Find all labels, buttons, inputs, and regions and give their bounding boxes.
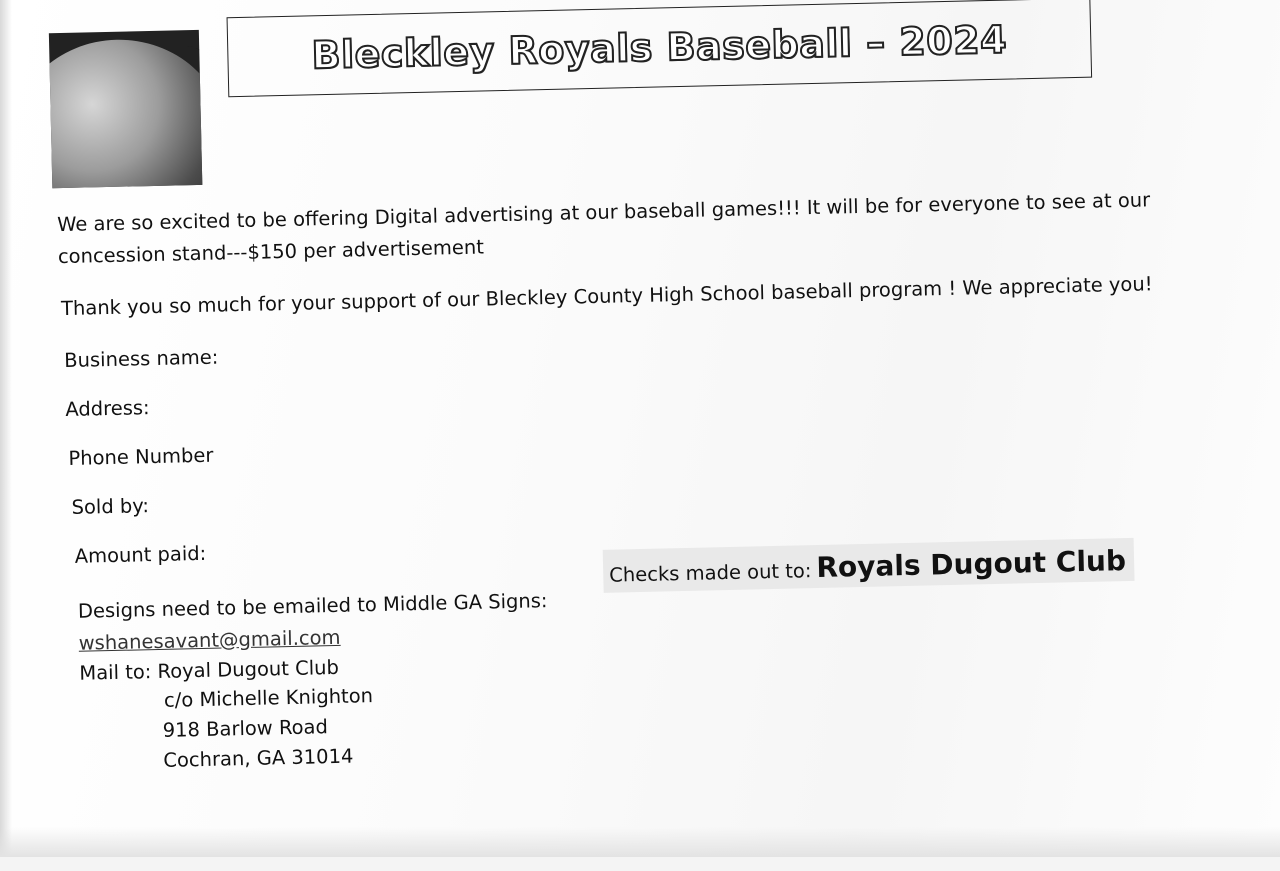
thanks-text: Thank you so much for your support of our Bleckley County High School baseball program ! We appreciate you! <box>60 272 1153 321</box>
intro-line-1: We are so excited to be offering Digital advertising at our baseball games!!! It will be for everyone to see at our <box>56 188 1151 237</box>
address-label: Address: <box>65 396 150 422</box>
email-link[interactable]: wshanesavant@gmail.com <box>78 625 341 655</box>
checks-payee: Royals Dugout Club <box>816 544 1127 585</box>
mail-to-label: Mail to: Royal Dugout Club <box>79 655 340 685</box>
designs-text: Designs need to be emailed to Middle GA Signs: <box>77 589 548 623</box>
mail-care-of: c/o Michelle Knighton <box>163 684 374 712</box>
checks-made-out <box>603 538 1135 593</box>
page-title: Bleckley Royals Baseball – 2024 <box>311 17 1008 78</box>
mail-city: Cochran, GA 31014 <box>163 744 354 772</box>
baseball-photo-icon <box>49 30 202 188</box>
phone-number-label: Phone Number <box>68 443 214 470</box>
business-name-label: Business name: <box>64 345 219 373</box>
checks-label: Checks made out to: <box>609 559 812 587</box>
sold-by-label: Sold by: <box>71 494 150 519</box>
title-box <box>227 0 1093 97</box>
amount-paid-label: Amount paid: <box>74 541 207 568</box>
intro-line-2: concession stand---$150 per advertisement <box>57 235 485 269</box>
mail-street: 918 Barlow Road <box>162 715 329 742</box>
